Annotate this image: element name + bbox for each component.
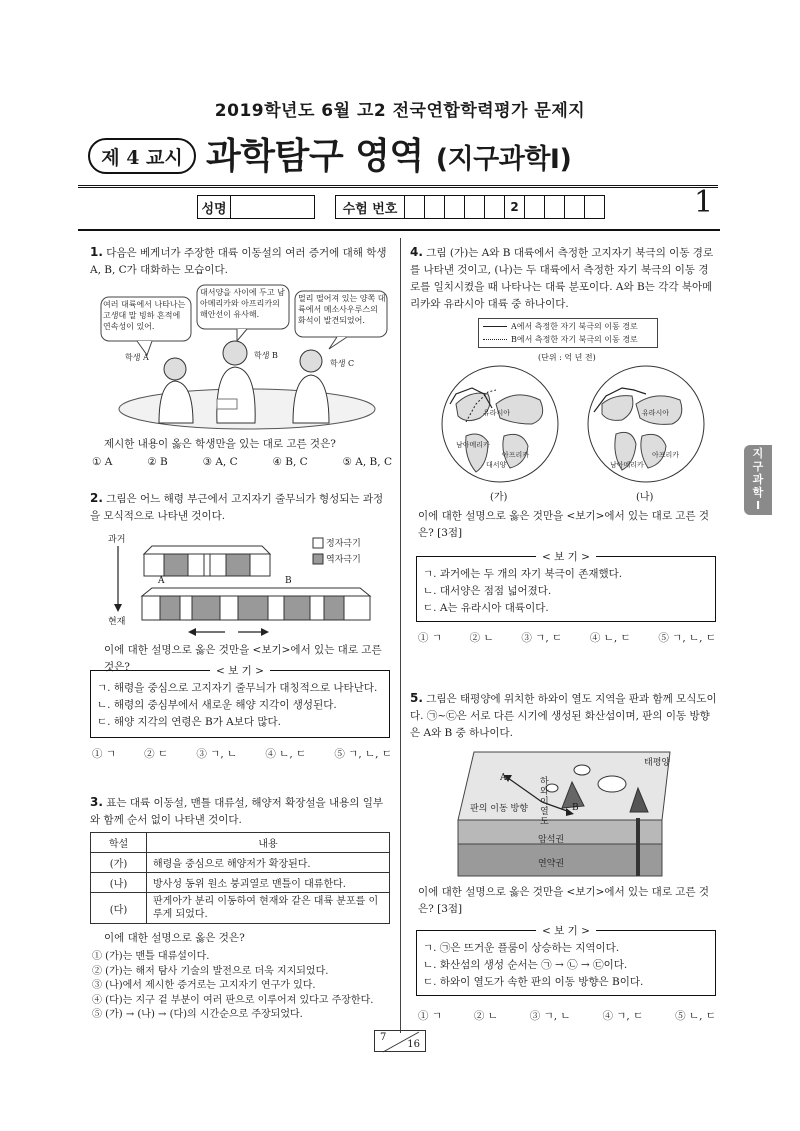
- question-text: 다음은 베게너가 주장한 대륙 이동설의 여러 증거에 대해 학생 A, B, C가 대화하는 모습이다.: [90, 247, 387, 276]
- answer-choices: [418, 1008, 716, 1023]
- legend-item: [483, 320, 653, 333]
- choice[interactable]: ③ ㄱ, ㄴ: [529, 1010, 571, 1022]
- q4-legend: [478, 318, 658, 348]
- page-current: 7: [380, 1032, 387, 1043]
- bogi-title: < 보 기 >: [536, 549, 596, 566]
- question-3: [90, 794, 393, 829]
- id-cell[interactable]: [565, 195, 585, 219]
- africa-label: 아프리카: [502, 451, 530, 459]
- samerica-label: 남아메리카: [610, 461, 644, 469]
- column-divider: [400, 238, 401, 1033]
- choice[interactable]: ① (가)는 맨틀 대류설이다.: [92, 951, 210, 962]
- question-text: 그림은 어느 해령 부근에서 고지자기 줄무늬가 형성되는 과정을 모식적으로 나타낸 것이다.: [90, 493, 384, 522]
- table-cell: 판게아가 분리 이동하여 현재와 같은 대륙 분포를 이루게 되었다.: [147, 893, 390, 924]
- exam-title: 2019학년도 6월 고2 전국연합학력평가 문제지: [214, 101, 586, 121]
- bogi-item: ㄷ. A는 유라시아 대륙이다.: [423, 602, 549, 614]
- answer-choices: [418, 630, 716, 645]
- name-id-row: [197, 195, 605, 219]
- page-number: 1: [694, 185, 714, 220]
- atlantic-label: 대서양: [486, 461, 507, 469]
- choice[interactable]: ② ㄴ: [469, 632, 494, 644]
- choice[interactable]: ④ ㄴ, ㄷ: [589, 632, 631, 644]
- lithosphere-label: 암석권: [538, 835, 565, 845]
- subject-main: 과학탐구 영역: [206, 136, 424, 177]
- question-prompt: 이에 대한 설명으로 옳은 것은?: [104, 932, 245, 944]
- top-rule: [78, 185, 718, 188]
- choice[interactable]: ④ (다)는 지구 겉 부분이 여러 판으로 이루어져 있다고 주장한다.: [92, 994, 374, 1006]
- question-prompt: 제시한 내용이 옳은 학생만을 있는 대로 고른 것은?: [104, 438, 336, 450]
- unit-label: (단위 : 억 년 전): [538, 353, 596, 362]
- table-cell: (나): [91, 873, 147, 893]
- africa-label: 아프리카: [652, 451, 680, 459]
- student-b-label: 학생 B: [254, 351, 278, 360]
- label-a: A: [500, 773, 507, 783]
- bogi-item: ㄱ. 해령을 중심으로 고지자기 줄무늬가 대칭적으로 나타난다.: [97, 682, 378, 694]
- question-number: 2.: [90, 491, 103, 505]
- question-prompt: 이에 대한 설명으로 옳은 것만을 <보기>에서 있는 대로 고른 것은? [3점]: [418, 886, 710, 915]
- question-number: 5.: [410, 691, 423, 705]
- table-cell: (다): [91, 893, 147, 924]
- bogi-item: ㄴ. 화산섬의 생성 순서는 ㉠ → ㉡ → ㉢이다.: [423, 959, 628, 971]
- id-cell[interactable]: [585, 195, 605, 219]
- theory-table: [90, 832, 390, 924]
- bogi-item: ㄱ. ㉠은 뜨거운 플룸이 상승하는 지역이다.: [423, 942, 620, 954]
- bogi-title: < 보 기 >: [210, 663, 270, 680]
- id-cell[interactable]: [545, 195, 565, 219]
- table-row: [91, 873, 390, 893]
- answer-choices: [92, 456, 392, 468]
- bogi-box: [416, 925, 716, 996]
- table-row: [91, 853, 390, 873]
- eurasia-label: 유라시아: [642, 409, 670, 417]
- choice[interactable]: ① ㄱ: [418, 1010, 442, 1022]
- period-badge: 제 4 교시: [88, 138, 196, 174]
- choice[interactable]: ① ㄱ: [92, 748, 116, 760]
- answer-choices: [92, 950, 396, 1023]
- choice[interactable]: ③ ㄱ, ㄴ: [196, 748, 238, 760]
- bubble-c: 멀리 떨어져 있는 양쪽 대륙에서 메소사우루스의 화석이 발견되었어.: [298, 294, 386, 325]
- question-5: [410, 690, 718, 742]
- caption-ga: (가): [490, 492, 508, 503]
- student-c-label: 학생 C: [330, 359, 355, 368]
- table-cell: 해령을 중심으로 해양저가 확장된다.: [147, 853, 390, 873]
- question-number: 4.: [410, 245, 423, 259]
- choice[interactable]: ⑤ ㄱ, ㄴ, ㄷ: [658, 632, 716, 644]
- past-label: 과거: [108, 535, 126, 545]
- caption-na: (나): [636, 492, 654, 503]
- choice[interactable]: ② ㄷ: [144, 748, 169, 760]
- hawaii-label: 하와이열도: [540, 777, 549, 827]
- question-1: [90, 244, 393, 279]
- name-label: 성명: [197, 195, 231, 219]
- id-digit-cell[interactable]: 2: [505, 195, 525, 219]
- bogi-title: < 보 기 >: [536, 923, 596, 940]
- legend-reverse: 역자극기: [326, 555, 361, 565]
- id-cell[interactable]: [445, 195, 465, 219]
- bogi-item: ㄱ. 과거에는 두 개의 자기 북극이 존재했다.: [423, 568, 623, 580]
- question-number: 3.: [90, 795, 103, 809]
- subject-title: [206, 128, 571, 179]
- question-text: 표는 대륙 이동설, 맨틀 대류설, 해양저 확장설을 내용의 일부와 함께 순서 없이 나타낸 것이다.: [90, 797, 384, 826]
- side-tab-label: 지구과학Ⅰ: [752, 447, 764, 512]
- question-4: [410, 244, 718, 313]
- choice[interactable]: ④ ㄱ, ㄷ: [602, 1010, 644, 1022]
- pole-path-globes: [436, 364, 724, 486]
- label-a: A: [158, 576, 165, 586]
- bogi-box: [90, 665, 390, 738]
- page-total: 16: [407, 1039, 420, 1050]
- asthenosphere-label: 연약권: [538, 859, 565, 869]
- subject-side-tab: [744, 445, 772, 515]
- head-rule: [78, 229, 720, 231]
- table-header: 학설: [91, 833, 147, 853]
- page-counter: [374, 1030, 426, 1052]
- choice[interactable]: ⑤ A, B, C: [342, 456, 392, 468]
- id-cell[interactable]: [405, 195, 425, 219]
- plate-direction-label: 판의 이동 방향: [470, 804, 528, 814]
- id-cell[interactable]: [525, 195, 545, 219]
- id-cell[interactable]: [465, 195, 485, 219]
- id-cell[interactable]: [425, 195, 445, 219]
- choice[interactable]: ④ ㄴ, ㄷ: [265, 748, 307, 760]
- bogi-item: ㄷ. 해양 지각의 연령은 B가 A보다 많다.: [97, 716, 282, 728]
- label-b: B: [572, 803, 579, 813]
- choice[interactable]: ① A: [92, 456, 113, 468]
- student-a-label: 학생 A: [125, 353, 149, 362]
- table-header: 내용: [147, 833, 390, 853]
- choice[interactable]: ⑤ (가) → (나) → (다)의 시간순으로 주장되었다.: [92, 1009, 303, 1020]
- choice[interactable]: ③ (나)에서 제시한 증거로는 고지자기 연구가 있다.: [92, 980, 316, 991]
- choice[interactable]: ② ㄴ: [473, 1010, 498, 1022]
- question-text: 그림은 태평양에 위치한 하와이 열도 지역을 판과 함께 모식도이다. ㉠~㉢은 서로 다른 시기에 생성된 화산섬이며, 판의 이동 방향은 A와 B 중 하나이다.: [410, 693, 717, 739]
- bubble-a: 여러 대륙에서 나타나는 고생대 말 빙하 흔적에 연속성이 있어.: [103, 300, 186, 331]
- legend-item: [483, 333, 653, 346]
- choice[interactable]: ⑤ ㄱ, ㄴ, ㄷ: [334, 748, 392, 760]
- question-prompt: 이에 대한 설명으로 옳은 것만을 <보기>에서 있는 대로 고른 것은? [3점]: [418, 510, 710, 539]
- choice[interactable]: ③ ㄱ, ㄷ: [521, 632, 563, 644]
- label-b: B: [285, 576, 292, 586]
- eurasia-label: 유라시아: [483, 409, 511, 417]
- bogi-item: ㄴ. 대서양은 점점 넓어졌다.: [423, 585, 552, 597]
- legend-a: A에서 측정한 자기 북극의 이동 경로: [511, 322, 638, 331]
- table-row: [91, 893, 390, 924]
- answer-choices: [92, 746, 392, 761]
- choice[interactable]: ③ A, C: [202, 456, 238, 468]
- table-header-row: [91, 833, 390, 853]
- bogi-box: [416, 551, 716, 622]
- question-number: 1.: [90, 245, 103, 259]
- pacific-label: 태평양: [644, 758, 671, 768]
- present-label: 현재: [108, 617, 126, 627]
- id-cell[interactable]: [485, 195, 505, 219]
- question-prompt: 이에 대한 설명으로 옳은 것만을 <보기>에서 있는 대로 고른 것은?: [104, 644, 382, 673]
- question-text: 그림 (가)는 A와 B 대륙에서 측정한 고지자기 북극의 이동 경로를 나타낸 것이고, (나)는 두 대륙에서 측정한 자기 북극의 이동 경로를 일치시켰을 때 나타나는 대륙 분포이다. A와 B는 각각 북아메리카와 유라시아 대륙 중 하나이다.: [410, 247, 714, 310]
- bogi-item: ㄴ. 해령의 중심부에서 새로운 해양 지각이 생성된다.: [97, 699, 337, 711]
- bubble-b: 대서양을 사이에 두고 남아메리카와 아프리카의 해안선이 유사해.: [200, 288, 285, 319]
- table-cell: (가): [91, 853, 147, 873]
- question-2: [90, 490, 393, 525]
- bogi-item: ㄷ. 하와이 열도가 속한 판의 이동 방향은 B이다.: [423, 976, 644, 988]
- id-label: 수험 번호: [335, 195, 405, 219]
- table-cell: 방사성 동위 원소 붕괴열로 맨틀이 대류한다.: [147, 873, 390, 893]
- choice[interactable]: ① ㄱ: [418, 632, 442, 644]
- choice[interactable]: ② (가)는 해저 탐사 기술의 발전으로 더욱 지지되었다.: [92, 965, 329, 977]
- samerica-label: 남아메리카: [456, 441, 490, 449]
- legend-b: B에서 측정한 자기 북극의 이동 경로: [511, 335, 638, 344]
- legend-normal: 정자극기: [326, 539, 361, 549]
- choice[interactable]: ④ B, C: [272, 456, 308, 468]
- choice[interactable]: ② B: [147, 456, 168, 468]
- choice[interactable]: ⑤ ㄴ, ㄷ: [675, 1010, 716, 1022]
- name-field[interactable]: [231, 195, 315, 219]
- subject-sub: (지구과학Ⅰ): [435, 144, 572, 175]
